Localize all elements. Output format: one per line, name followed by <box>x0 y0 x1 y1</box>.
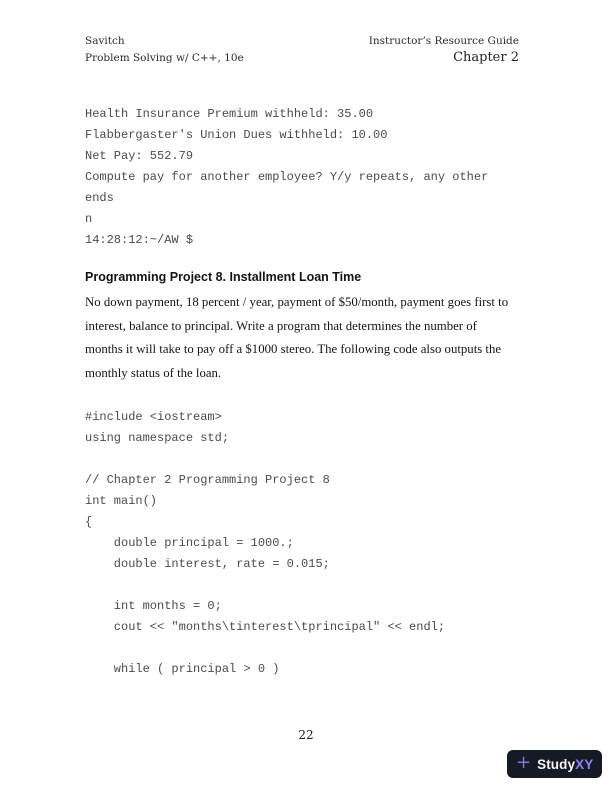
body-paragraph <box>85 291 508 385</box>
code-line: #include <iostream> <box>85 410 222 424</box>
brand-name-secondary: XY <box>575 756 594 772</box>
terminal-line: ends <box>85 191 114 205</box>
terminal-line: Compute pay for another employee? Y/y repeats, any other <box>85 170 489 184</box>
header-chapter: Chapter 2 <box>453 50 519 65</box>
terminal-line: Net Pay: 552.79 <box>85 149 194 163</box>
code-line: { <box>85 515 93 529</box>
page-number: 22 <box>298 728 314 742</box>
header-guide-title: Instructor’s Resource Guide <box>368 35 519 47</box>
paragraph-line: interest, balance to principal. Write a program that determines the number of <box>85 318 477 333</box>
header-right <box>369 33 519 66</box>
code-line: using namespace std; <box>85 431 230 445</box>
terminal-line: Health Insurance Premium withheld: 35.00 <box>85 107 374 121</box>
code-line <box>85 449 445 470</box>
header-left <box>85 33 244 67</box>
code-line: // Chapter 2 Programming Project 8 <box>85 473 330 487</box>
plus-icon: + <box>516 752 532 773</box>
code-line: double interest, rate = 0.015; <box>85 557 330 571</box>
header-author: Savitch <box>85 35 125 47</box>
paragraph-line: months it will take to pay off a $1000 stereo. The following code also outputs the <box>85 342 502 356</box>
terminal-line: n <box>85 212 93 226</box>
code-line <box>85 638 445 659</box>
paragraph-line: No down payment, 18 percent / year, payment of $50/month, payment goes first to <box>85 295 509 309</box>
code-line: int months = 0; <box>85 599 222 613</box>
code-line <box>85 575 445 596</box>
studyxy-badge[interactable] <box>507 750 602 778</box>
code-block <box>85 407 445 680</box>
terminal-line: 14:28:12:~/AW $ <box>85 233 194 247</box>
code-line: cout << "months\tinterest\tprincipal" << endl; <box>85 620 446 634</box>
header-book-title: Problem Solving w/ C++, 10e <box>85 52 244 64</box>
terminal-output-block <box>85 104 488 251</box>
code-line: double principal = 1000.; <box>85 536 294 550</box>
section-heading: Programming Project 8. Installment Loan Time <box>85 270 362 284</box>
code-line: int main() <box>85 494 158 508</box>
terminal-line: Flabbergaster's Union Dues withheld: 10.00 <box>85 128 388 142</box>
brand-wordmark <box>537 757 593 772</box>
code-line: while ( principal > 0 ) <box>85 662 280 676</box>
brand-name-primary: Study <box>537 756 576 772</box>
paragraph-line: monthly status of the loan. <box>85 365 222 380</box>
